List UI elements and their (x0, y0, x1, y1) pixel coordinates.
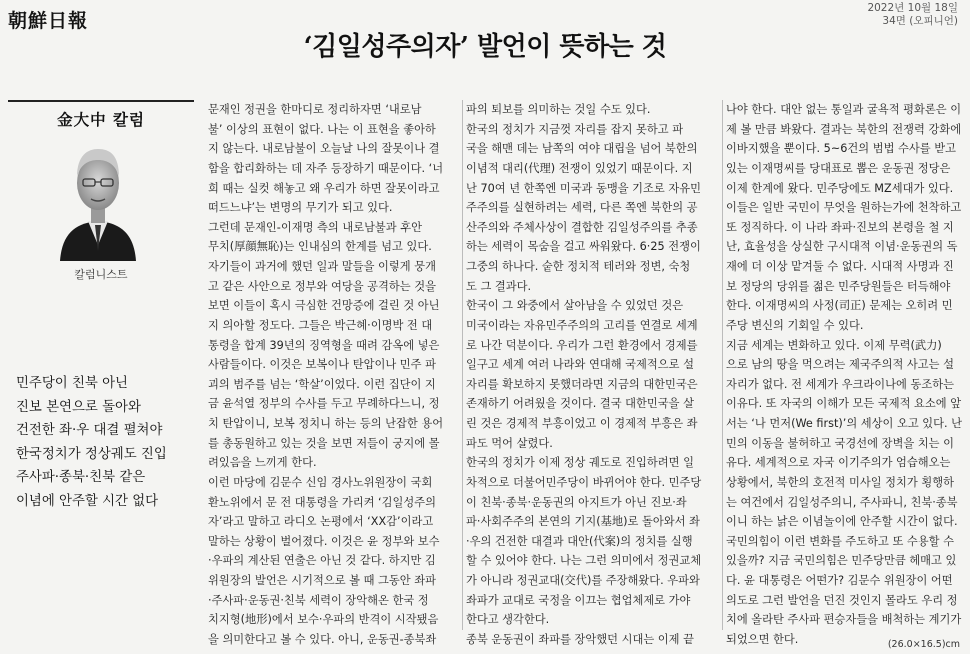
article-line: 한다고 생각한다. (466, 613, 550, 627)
page-number: 34면 (오피니언) (882, 15, 958, 27)
article-line: 떠드느냐’는 변명의 무기가 되고 있다. (208, 201, 393, 215)
article-line: 또 정직하다. 이 나라 좌파·진보의 본령을 철 지 (726, 220, 954, 234)
article-line: 보 정당의 당위를 젊은 민주당원들은 터득해야 (726, 279, 951, 293)
article-line: 하는 세력이 목숨을 걸고 싸워왔다. 6·25 전쟁이 (466, 240, 701, 254)
article-line: 이 친북·종북·운동권의 아지트가 아닌 진보·좌 (466, 495, 687, 509)
article-line: 종북 운동권이 좌파를 장악했던 시대는 이제 끝 (466, 632, 694, 646)
article-line: 미국이라는 자유민주주의의 고리를 연결로 세계 (466, 318, 698, 332)
article-line: 치에 올라탄 주사파 편승자들을 배척하는 계기가 (726, 613, 962, 627)
summary-line: 민주당이 친북 아닌 (16, 376, 128, 391)
headline: ‘김일성주의자’ 발언이 뜻하는 것 (303, 32, 667, 62)
article-line: 있는 이재명씨를 당대표로 뽑은 운동권 정당은 (726, 161, 951, 175)
article-line: 국을 해맨 데는 남쪽의 여야 대립을 넘어 북한의 (466, 142, 698, 156)
article-line: 상황에서, 북한의 호전적 미사일 정치가 횡행하 (726, 475, 954, 489)
summary-box (16, 372, 196, 513)
article-line: 사람들이다. 이것은 보복이나 탄압이나 민주 파 (208, 358, 436, 372)
article-line: 제 볼 만큼 봐왔다. 결과는 북한의 전쟁력 강화에 (726, 122, 962, 136)
article-line: 고 같은 사안으로 정부와 여당을 공격하는 것을 (208, 279, 436, 293)
article-line: 그런데 문재인-이재명 측의 내로남불과 후안 (208, 220, 422, 234)
article-size-note: (26.0×16.5)cm (887, 639, 960, 650)
article-line: 문재인 정권을 한마디로 정리하자면 ‘내로남 (208, 103, 422, 116)
summary-line: 주사파·종북·친북 같은 (16, 470, 146, 485)
issue-date: 2022년 10월 18일 (867, 2, 958, 14)
article-line: ·주사파·운동권·친북 세력이 장악해온 한국 정 (208, 593, 429, 607)
article-line: 려있음을 느끼게 한다. (208, 456, 317, 470)
article-line: 주당 변신의 기회일 수 있다. (726, 318, 864, 332)
article-line: 할 수 있어야 한다. 나는 그런 의미에서 정권교체 (466, 554, 702, 568)
article-line: 는 여건에서 김일성주의니, 주사파니, 친북·종북 (726, 495, 958, 509)
article-line: 보면 이들이 혹시 극심한 건망증에 걸린 것 아닌 (208, 299, 440, 313)
article-line: 존재하기 어려웠을 것이다. 결국 대한민국을 살 (466, 397, 694, 411)
article-line: 재에 더 이상 맡겨둘 수 없다. 시대적 사명과 진 (726, 260, 954, 273)
article-line: 자리를 확보하지 못했더라면 지금의 대한민국은 (466, 377, 698, 391)
article-line: 나야 한다. 대안 없는 통일과 굴욕적 평화론은 이 (726, 103, 962, 116)
article-line: 되었으면 한다. (726, 632, 799, 646)
newspaper-masthead: 朝鮮日報 (8, 10, 89, 32)
article-line: 이유다. 또 자국의 이해가 모든 국제적 요소에 앞 (726, 397, 962, 411)
article-line: 다. 윤 대통령은 어떤가? 김문수 위원장이 어떤 (726, 574, 953, 587)
article-line: 지금 세계는 변화하고 있다. 이제 무력(武力) (726, 338, 942, 352)
article-line: 그중의 하나다. 숱한 정치적 테러와 정변, 숙청 (466, 260, 691, 273)
article-line: 이제 한계에 왔다. 민주당에도 MZ세대가 있다. (726, 181, 954, 195)
article-column-2 (466, 100, 718, 650)
article-line: 을 의미한다고 볼 수 있다. 아니, 운동권-종북좌 (208, 632, 437, 646)
article-line: 한국의 정치가 지금껏 자리를 잡지 못하고 파 (466, 122, 684, 136)
article-line: 한다. 이재명씨의 사정(司正) 문제는 오히려 민 (726, 299, 953, 313)
article-line: 있을까? 지금 국민의힘은 민주당만큼 헤매고 있 (726, 554, 957, 568)
column-divider (462, 100, 463, 630)
issue-meta (867, 2, 958, 28)
column-title: 金大中 칼럼 (57, 111, 145, 129)
article-line: 이들은 일반 국민이 무엇을 원하는가에 천착하고 (726, 201, 962, 215)
article-line: 이념적 대리(代理) 전쟁이 있었기 때문이다. 지 (466, 161, 693, 175)
article-line: 좌파가 교대로 국정을 이끄는 협업체제로 가야 (466, 593, 691, 607)
article-line: 산주의와 주체사상이 결합한 김일성주의를 추종 (466, 220, 698, 234)
article-line: 도 그 결과다. (466, 279, 532, 293)
author-portrait-image (58, 133, 138, 261)
article-line: ·우의 건전한 대결과 대안(代案)의 정치를 실행 (466, 534, 693, 548)
article-line: 한국이 그 와중에서 살아남을 수 있었던 것은 (466, 299, 684, 313)
author-byline: 칼럼니스트 (74, 268, 128, 281)
article-line: 서는 ‘나 먼저(We first)’의 세상이 오고 있다. 난 (726, 417, 963, 430)
article-line: 치지형(地形)에서 보수·우파의 반격이 시작됐음 (208, 613, 439, 627)
article-line: 린 것은 경제적 부흥이었고 이 경제적 부흥은 좌 (466, 417, 698, 430)
article-line: 유다. 세계적으로 자국 이기주의가 엄습해오는 (726, 456, 951, 470)
article-line: 통령을 합계 39년의 징역형을 때려 감옥에 넣은 (208, 338, 440, 352)
article-line: 한국의 정치가 이제 정상 궤도로 진입하려면 일 (466, 456, 694, 470)
summary-line: 이념에 안주할 시간 없다 (16, 493, 159, 509)
column-header-rule (8, 100, 194, 102)
article-line: 난, 효율성을 상실한 구시대적 이념·운동권의 독 (726, 240, 958, 254)
article-line: 를 총동원하고 있는 것을 보면 저들이 궁지에 몰 (208, 436, 440, 450)
article-line: 무치(厚顔無恥)는 인내심의 한계를 넘고 있다. (208, 240, 432, 254)
article-column-1 (208, 100, 458, 650)
article-line: 자리가 없다. 전 세계가 우크라이나에 동조하는 (726, 377, 954, 391)
summary-line: 한국정치가 정상궤도 진입 (16, 446, 167, 462)
article-line: 난 70여 년 한쪽엔 미국과 동맹을 기조로 자유민 (466, 181, 701, 195)
article-line: 금 윤석열 정부의 수사를 두고 무례하다느니, 정 (208, 397, 440, 411)
article-line: 국민의힘이 이런 변화를 주도하고 또 수용할 수 (726, 534, 954, 548)
article-line: 민의 이동을 불허하고 국경선에 장벽을 치는 이 (726, 436, 954, 450)
article-line: 환노위에서 문 전 대통령을 가리켜 ‘김일성주의 (208, 495, 436, 509)
article-line: 위원장의 발언은 시기적으로 볼 때 그동안 좌파 (208, 574, 436, 587)
article-line: 파도 먹어 살렸다. (466, 436, 553, 450)
article-line: 이런 마당에 김문수 신임 경사노위원장이 국회 (208, 475, 433, 489)
article-line: ·우파의 계산된 연출은 아닌 것 같다. 하지만 김 (208, 554, 436, 568)
article-line: 괴의 범주를 넘는 ‘학살’이었다. 이런 집단이 지 (208, 377, 436, 391)
article-line: 자’라고 말하고 라디오 논평에서 ‘XX감’이라고 (208, 515, 434, 529)
article-line: 불’ 이상의 표현이 없다. 나는 이 표현을 좋아하 (208, 122, 436, 136)
article-line: 으로 남의 땅을 먹으려는 제국주의적 사고는 설 (726, 358, 954, 372)
article-line: 파의 퇴보를 의미하는 것일 수도 있다. (466, 103, 651, 116)
article-line: 가 아니라 정권교대(交代)를 주장해왔다. 우파와 (466, 574, 700, 587)
article-line: 지 의아할 정도다. 그들은 박근혜·이명박 전 대 (208, 318, 433, 332)
article-line: 이니 하는 낡은 이념놀이에 안주할 시간이 없다. (726, 515, 958, 529)
article-line: 차적으로 더불어민주당이 바뀌어야 한다. 민주당 (466, 475, 702, 489)
article-line: 자기들이 과거에 했던 일과 말들을 이렇게 뭉개 (208, 260, 436, 273)
article-line: 의도로 그런 발언을 던진 것인지 몰라도 우리 정 (726, 593, 958, 607)
column-divider (722, 100, 723, 630)
article-line: 함을 합리화하는 데 자주 등장하기 때문이다. ‘너 (208, 161, 444, 175)
article-line: 일구고 세계 여러 나라와 연대해 국제적으로 설 (466, 358, 694, 372)
article-line: 희 때는 실컷 해놓고 왜 우리가 하면 잘못이라고 (208, 181, 440, 195)
article-line: 이바지했을 뿐이다. 5~6건의 범법 수사를 받고 (726, 142, 956, 156)
article-column-3 (726, 100, 964, 650)
article-line: 치 탄압이니, 보복 정치니 하는 등의 난잡한 용어 (208, 417, 444, 430)
article-line: 말하는 상황이 벌어졌다. 이것은 윤 정부와 보수 (208, 534, 440, 548)
author-portrait (58, 133, 138, 261)
article-line: 지 않는다. 내로남불이 오늘날 나의 잘못이나 결 (208, 142, 440, 156)
summary-line: 건전한 좌·우 대결 펼쳐야 (16, 423, 163, 438)
article-line: 주주의를 실현하려는 세력, 다른 쪽엔 북한의 공 (466, 201, 698, 215)
article-line: 파·사회주주의 본연의 기지(基地)로 돌아와서 좌 (466, 515, 700, 529)
summary-line: 진보 본연으로 돌아와 (16, 399, 141, 415)
article-line: 로 나간 덕분이다. 우리가 그런 환경에서 경제를 (466, 338, 698, 352)
